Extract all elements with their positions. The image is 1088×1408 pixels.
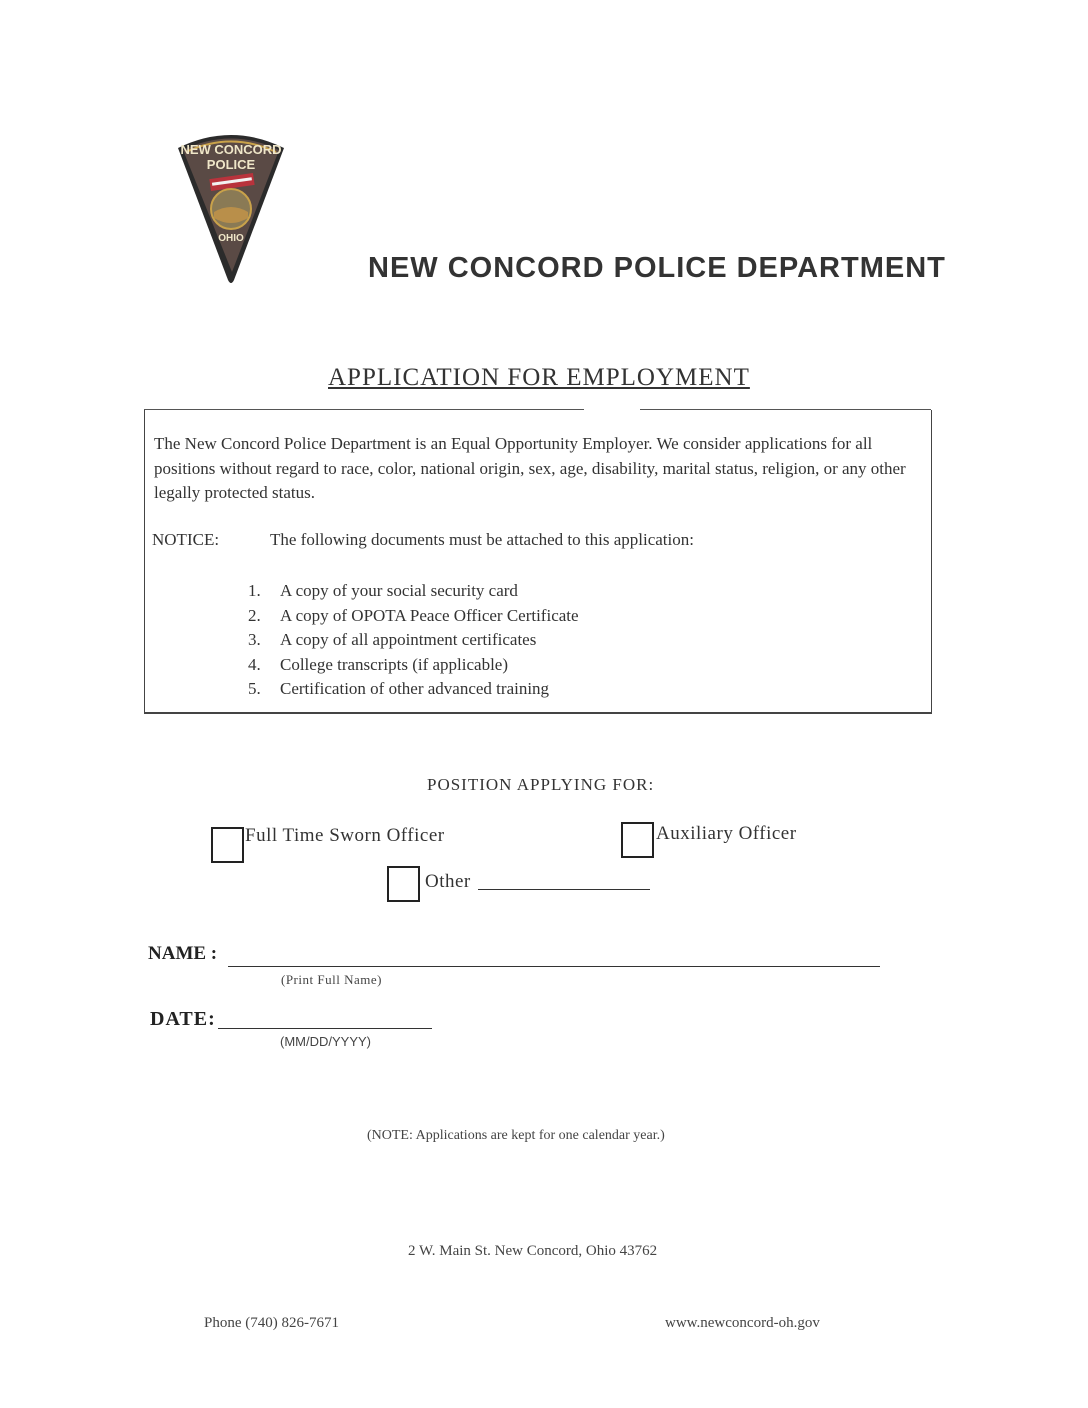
list-item-text: A copy of your social security card: [280, 581, 518, 600]
date-hint: (MM/DD/YYYY): [280, 1034, 371, 1049]
list-item: [248, 604, 579, 629]
auxiliary-officer-checkbox[interactable]: [621, 822, 654, 858]
eeo-statement: The New Concord Police Department is an Equal Opportunity Employer. We consider applications for all positions without regard to race, color, national origin, sex, age, disability, marital status, religion, or any other legally protected status.: [154, 434, 906, 502]
retention-note: (NOTE: Applications are kept for one calendar year.): [367, 1128, 665, 1143]
department-title: NEW CONCORD POLICE DEPARTMENT: [368, 252, 946, 284]
position-label: POSITION APPLYING FOR:: [427, 775, 655, 794]
website-link[interactable]: www.newconcord-oh.gov: [665, 1315, 820, 1331]
full-time-officer-checkbox[interactable]: [211, 827, 244, 863]
date-label: DATE:: [150, 1008, 216, 1030]
name-hint: (Print Full Name): [281, 972, 382, 987]
full-time-officer-label: Full Time Sworn Officer: [245, 825, 445, 846]
police-badge-logo: [172, 128, 290, 284]
list-item-number: 4.: [248, 654, 261, 674]
list-item-text: College transcripts (if applicable): [280, 654, 508, 674]
date-input[interactable]: [218, 1028, 432, 1029]
list-item: [248, 653, 579, 678]
other-position-input[interactable]: [478, 889, 650, 890]
notice-text: The following documents must be attached to this application:: [270, 530, 694, 549]
svg-text:OHIO: OHIO: [218, 233, 244, 244]
other-position-checkbox[interactable]: [387, 866, 420, 902]
list-item-number: 2.: [248, 605, 261, 625]
auxiliary-officer-label: Auxiliary Officer: [656, 823, 797, 844]
list-item-number: 1.: [248, 581, 261, 600]
svg-text:POLICE: POLICE: [206, 157, 256, 172]
list-item-text: A copy of OPOTA Peace Officer Certificate: [280, 605, 579, 625]
phone-number: Phone (740) 826-7671: [204, 1315, 339, 1331]
name-input[interactable]: [228, 966, 880, 967]
list-item: [248, 677, 579, 702]
list-item-text: A copy of all appointment certificates: [280, 630, 537, 650]
name-label: NAME :: [148, 943, 218, 964]
address: 2 W. Main St. New Concord, Ohio 43762: [408, 1243, 658, 1259]
list-item-number: 3.: [248, 630, 261, 650]
list-item-number: 5.: [248, 679, 261, 699]
other-position-label: Other: [425, 871, 471, 892]
list-item: [248, 628, 579, 653]
list-item-text: Certification of other advanced training: [280, 679, 550, 699]
svg-text:NEW CONCORD: NEW CONCORD: [180, 142, 282, 157]
required-documents-list: [248, 579, 579, 702]
form-title: APPLICATION FOR EMPLOYMENT: [328, 364, 750, 391]
notice-label: NOTICE:: [152, 530, 220, 549]
list-item: [248, 579, 579, 604]
